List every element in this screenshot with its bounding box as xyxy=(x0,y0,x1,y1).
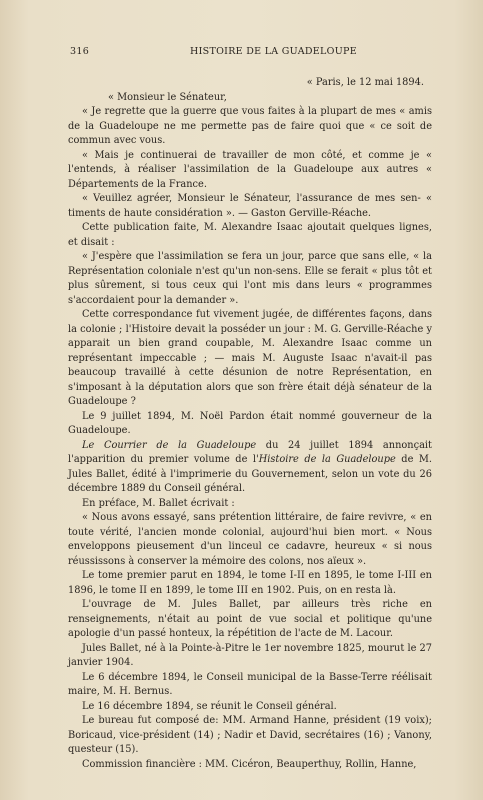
paragraph: En préface, M. Ballet écrivait : xyxy=(82,497,235,509)
paragraph xyxy=(68,439,432,497)
paragraph: Le 9 juillet 1894, M. Noël Pardon était nommé gouverneur de la Guadeloupe. xyxy=(68,410,432,436)
paragraph: « Je regrette que la guerre que vous faites à la plupart de mes « amis de la Guadeloupe ne me permette pas de faire quoi que « ce soit de commun avec vous. xyxy=(68,106,432,146)
paragraph: « Veuillez agréer, Monsieur le Sénateur, l'assurance de mes sen- « timents de haute considération ». — Gaston Gerville-Réache. xyxy=(68,193,432,219)
paragraph: Commission financière : MM. Cicéron, Beauperthuy, Rollin, Hanne, xyxy=(82,758,417,770)
page-body xyxy=(68,76,432,772)
paragraph: Cette publication faite, M. Alexandre Isaac ajoutait quelques lignes, et disait : xyxy=(68,222,432,248)
paragraph: Le bureau fut composé de: MM. Armand Hanne, président (19 voix); Boricaud, vice-président (14) ; Nadir et David, secrétaires (16) ; Vanony, questeur (15). xyxy=(68,715,432,755)
page-number: 316 xyxy=(70,46,90,57)
paragraph: L'ouvrage de M. Jules Ballet, par ailleurs très riche en renseignements, n'était au point de vue social et politique qu'une apologie d'un passé honteux, la répétition de l'acte de M. Lacour. xyxy=(68,599,432,639)
paragraph: « Nous avons essayé, sans prétention littéraire, de faire revivre, « en toute vérité, l'ancien monde colonial, aujourd'hui bien mort. « Nous enveloppons pieusement d'un linceul ce cadavre, heureux « si nous réussissons à conserver la mémoire des colons, nos aïeux ». xyxy=(68,512,432,567)
paragraph: Le 6 décembre 1894, le Conseil municipal de la Basse-Terre réélisait maire, M. H. Bernus. xyxy=(68,671,432,697)
newspaper-title: Le Courrier de la Guadeloupe xyxy=(82,439,257,451)
paragraph: Cette correspondance fut vivement jugée, de différentes façons, dans la colonie ; l'Histoire devait la posséder un jour : M. G. Gerville-Réache y apparait un bien grand coupable, M. Alexandre Isaac comme un représentant impeccable ; — mais M. Auguste Isaac n'avait-il pas beaucoup travaillé à cette désunion de notre Représentation, en s'imposant à la députation alors que son frère était déjà sénateur de la Guadeloupe ? xyxy=(68,309,432,407)
running-title: HISTOIRE DE LA GUADELOUPE xyxy=(190,46,357,57)
running-head xyxy=(70,46,433,60)
letter-dateline: « Paris, le 12 mai 1894. xyxy=(306,77,424,88)
paragraph-text: de M. Jules Ballet, édité à l'imprimerie du Gouvernement, selon un vote du 26 décembre 1889 du Conseil général. xyxy=(68,454,433,494)
letter-salutation: « Monsieur le Sénateur, xyxy=(108,91,227,103)
paragraph: « J'espère que l'assimilation se fera un jour, parce que sans elle, « la Représentation coloniale n'est qu'un non-sens. Elle se ferait « plus tôt et plus sûrement, si tous ceux qui l'ont mis dans leurs « programmes s'accordaient pour la demander ». xyxy=(68,251,432,306)
paragraph: Jules Ballet, né à la Pointe-à-Pitre le 1er novembre 1825, mourut le 27 janvier 1904. xyxy=(68,642,432,668)
paragraph: « Mais je continuerai de travailler de mon côté, et comme je « l'entends, à réaliser l'assimilation de la Guadeloupe aux autres « Départements de la France. xyxy=(68,149,432,190)
paragraph-text: du 24 juillet 1894 annonçait l'apparition du premier volume de l' xyxy=(68,439,432,465)
paragraph: Le tome premier parut en 1894, le tome I-II en 1895, le tome I-III en 1896, le tome II en 1899, le tome III en 1902. Puis, on en resta là. xyxy=(68,570,432,596)
paragraph: Le 16 décembre 1894, se réunit le Conseil général. xyxy=(82,700,337,712)
book-title: Histoire de la Guadeloupe xyxy=(258,454,396,465)
